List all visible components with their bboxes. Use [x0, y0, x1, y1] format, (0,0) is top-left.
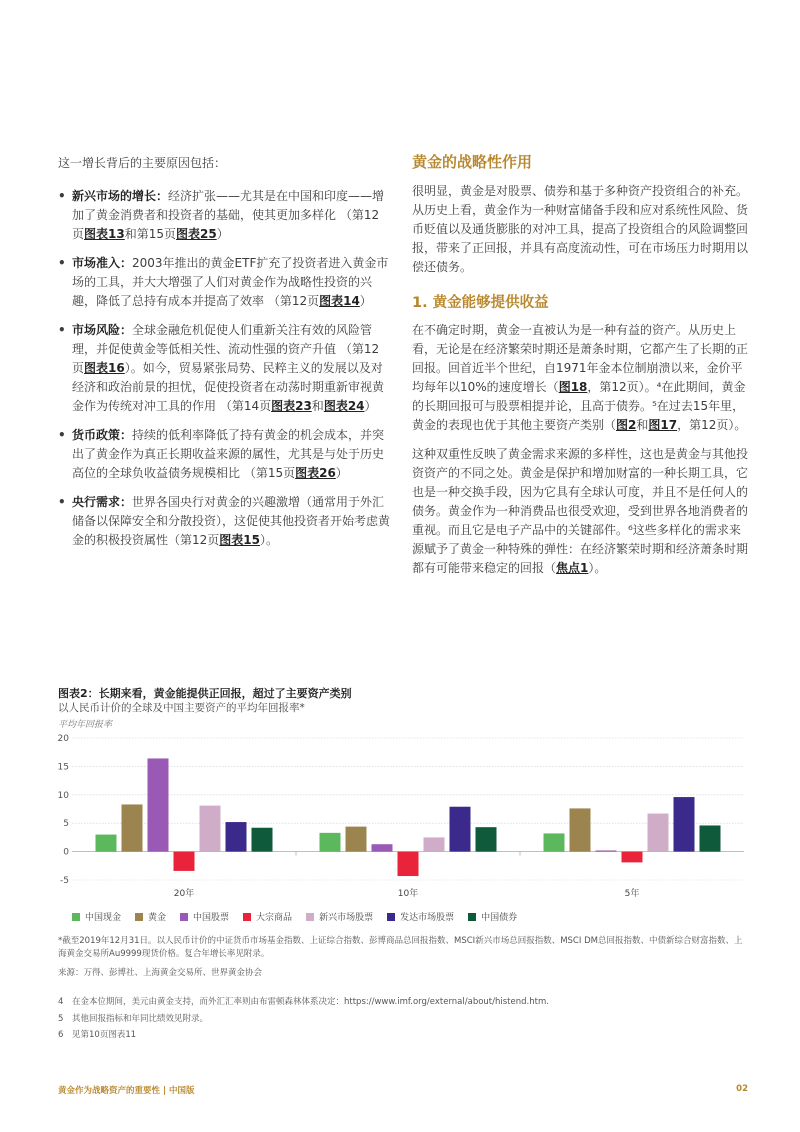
bullet-heading: 市场准入：: [72, 256, 133, 270]
figure-subtitle: 以人民币计价的全球及中国主要资产的平均年回报率*: [58, 702, 305, 714]
figure-link[interactable]: 图18: [558, 380, 588, 394]
x-tick-label: 10年: [397, 889, 419, 899]
legend-item: [468, 910, 517, 923]
bar: [148, 758, 169, 851]
legend-swatch: [387, 913, 395, 921]
bar: [544, 833, 565, 851]
legend-item: [135, 910, 166, 923]
legend-label: 中国股票: [193, 913, 230, 923]
bar: [476, 827, 497, 851]
figure-2: [58, 686, 748, 980]
y-tick-label: -5: [60, 876, 69, 886]
bar: [372, 844, 393, 851]
figure-link[interactable]: 图表24: [323, 399, 365, 413]
list-item: • 央行需求：世界各国央行对黄金的兴趣激增（通常用于外汇储备以保障安全和分散投资），这促使其他投资者开始考虑黄金的积极投资属性（第12页图表15）。: [58, 495, 391, 547]
bar: [346, 827, 367, 852]
bar: [398, 852, 419, 876]
bar: [674, 797, 695, 852]
legend-item: [306, 910, 373, 923]
paragraph: 很明显，黄金是对股票、债券和基于多种资产投资组合的补充。从历史上看，黄金作为一种财富储备手段和应对系统性风险、货币贬值以及通货膨胀的对冲工具，提高了投资组合的风险调整回报，带来了正回报，并具有高度流动性，可在市场压力时期用以偿还债务。: [412, 184, 749, 274]
y-tick-label: 0: [63, 847, 69, 858]
legend-label: 中国债券: [481, 913, 518, 923]
bar: [122, 804, 143, 851]
chart-legend: [72, 910, 748, 923]
y-tick-label: 20: [58, 734, 69, 744]
bar: [226, 822, 247, 852]
bar-chart: [58, 732, 748, 902]
list-item: • 新兴市场的增长：经济扩张——尤其是在中国和印度——增加了黄金消费者和投资者的基础，使其更加多样化 （第12页图表13和第15页图表25）: [58, 189, 385, 241]
bar: [424, 837, 445, 851]
figure-link[interactable]: 图表14: [319, 294, 360, 308]
footnotes: [58, 996, 558, 1046]
footnote: 5 其他回报指标和年同比绩效见附录。: [58, 1013, 209, 1024]
paragraph: 在不确定时期，黄金一直被认为是一种有益的资产。从历史上看，无论是在经济繁荣时期还是萧条时期，它都产生了长期的正回报。回首近半个世纪，自1971年金本位制崩溃以来，金价平均每年以10%的速度增长（图18，第12页）。⁴在此期间，黄金的长期回报可与股票相提并论，且高于债券。⁵在过去15年里，黄金的表现也优于其他主要资产类别（图2和图17，第12页）。: [412, 323, 749, 432]
reasons-list: [58, 187, 390, 550]
x-tick-label: 20年: [173, 889, 195, 899]
figure-link[interactable]: 图表15: [219, 533, 260, 547]
page-number: 02: [736, 1084, 748, 1094]
x-tick-label: 5年: [624, 889, 640, 899]
footer-title: 黄金作为战略资产的重要性 | 中国版: [58, 1086, 195, 1096]
bar: [96, 835, 117, 852]
legend-swatch: [135, 913, 143, 921]
legend-swatch: [306, 913, 314, 921]
y-tick-label: 15: [58, 762, 69, 773]
section-heading: 黄金的战略性作用: [412, 153, 533, 171]
bar: [252, 828, 273, 852]
right-column: [412, 150, 748, 588]
legend-label: 大宗商品: [256, 913, 293, 923]
bar: [200, 806, 221, 852]
legend-label: 新兴市场股票: [319, 913, 374, 923]
legend-swatch: [180, 913, 188, 921]
y-axis-label: 平均年回报率: [58, 720, 113, 730]
figure-link[interactable]: 图2: [616, 418, 637, 432]
y-tick-label: 10: [58, 790, 69, 801]
list-item: • 市场风险：全球金融危机促使人们重新关注有效的风险管理，并促使黄金等低相关性、流动性强的资产升值 （第12页图表16）。如今，贸易紧张局势、民粹主义的发展以及对经济和政治前景的担忧，促使投资者在动荡时期重新审视黄金作为传统对冲工具的作用 （第14页图表23和图表24）: [58, 323, 385, 413]
bar: [622, 852, 643, 863]
figure-link[interactable]: 图17: [648, 418, 678, 432]
list-item: • 货币政策：持续的低利率降低了持有黄金的机会成本，并突出了黄金作为真正长期收益来源的属性，尤其是与处于历史高位的全球负收益债务规模相比 （第15页图表26）: [58, 428, 385, 480]
figure-link[interactable]: 图表16: [84, 361, 125, 375]
legend-swatch: [468, 913, 476, 921]
intro-text: 这一增长背后的主要原因包括：: [58, 156, 227, 170]
legend-label: 黄金: [148, 913, 167, 923]
legend-item: [180, 910, 229, 923]
figure-note: *截至2019年12月31日。以人民币计价的中证货币市场基金指数、上证综合指数、彭博商品总回报指数、MSCI新兴市场总回报指数、MSCI DM总回报指数、中债新综合财富指数、上海黄金交易所Au9999现货价格。复合年增长率见附录。: [58, 936, 743, 959]
legend-swatch: [243, 913, 251, 921]
legend-label: 发达市场股票: [400, 913, 455, 923]
legend-label: 中国现金: [85, 913, 122, 923]
bar: [570, 808, 591, 851]
bar: [596, 850, 617, 851]
left-column: [58, 150, 390, 560]
footnote: 4 在金本位期间，美元由黄金支持，而外汇汇率则由布雷顿森林体系决定：https://www.imf.org/external/about/histend.htm.: [58, 997, 549, 1007]
footnote: 6 见第10页图表11: [58, 1030, 137, 1040]
figure-title: 图表2：长期来看，黄金能提供正回报，超过了主要资产类别: [58, 687, 352, 700]
bar: [174, 852, 195, 871]
list-item: • 市场准入：2003年推出的黄金ETF扩充了投资者进入黄金市场的工具，并大大增强了人们对黄金作为战略性投资的兴趣，降低了总持有成本并提高了效率 （第12页图表14）: [58, 256, 389, 308]
bullet-heading: 新兴市场的增长：: [72, 189, 169, 203]
figure-link[interactable]: 图表13: [84, 227, 125, 241]
legend-swatch: [72, 913, 80, 921]
figure-link[interactable]: 图表25: [176, 227, 217, 241]
bar: [320, 833, 341, 852]
focus-link[interactable]: 焦点1: [556, 561, 589, 575]
y-tick-label: 5: [63, 819, 69, 830]
figure-link[interactable]: 图表26: [295, 466, 336, 480]
legend-item: [72, 910, 121, 923]
legend-item: [387, 910, 454, 923]
paragraph: 这种双重性反映了黄金需求来源的多样性，这也是黄金与其他投资资产的不同之处。黄金是保护和增加财富的一种长期工具，它也是一种交换手段，因为它具有全球认可度，并且不是任何人的债务。黄金作为一种消费品也很受欢迎，受到世界各地消费者的重视。而且它是电子产品中的关键部件。⁶这些多样化的需求来源赋予了黄金一种特殊的弹性：在经济繁荣时期和经济萧条时期都有可能带来稳定的回报（焦点1）。: [412, 447, 749, 575]
bar: [700, 825, 721, 851]
bullet-heading: 货币政策：: [72, 428, 133, 442]
bullet-heading: 市场风险：: [72, 323, 133, 337]
figure-source: 来源：万得、彭博社、上海黄金交易所、世界黄金协会: [58, 968, 263, 978]
legend-item: [243, 910, 292, 923]
bullet-heading: 央行需求：: [72, 495, 133, 509]
page-footer: [58, 1084, 748, 1096]
subsection-heading: 1. 黄金能够提供收益: [412, 295, 549, 311]
bar: [648, 814, 669, 852]
bar: [450, 807, 471, 852]
figure-link[interactable]: 图表23: [271, 399, 312, 413]
